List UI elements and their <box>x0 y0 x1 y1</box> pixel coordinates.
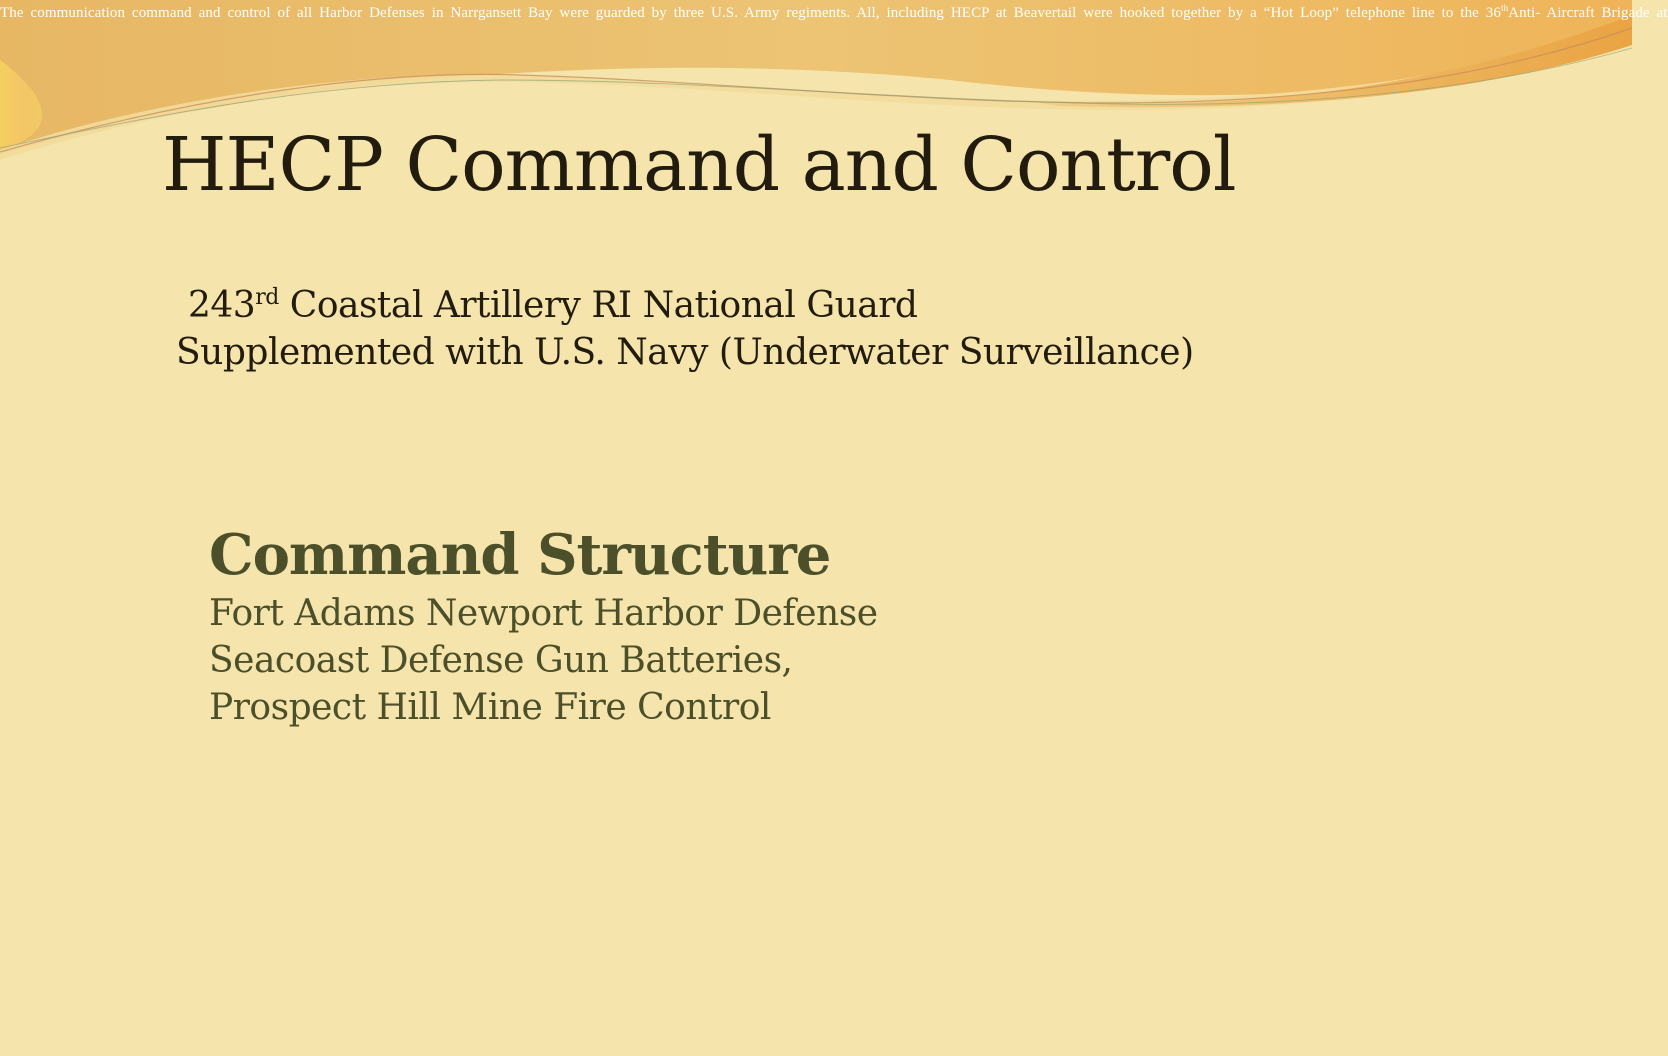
unit-description <box>176 282 1194 376</box>
banner-text-end: Anti- Aircraft Brigade at <box>1508 5 1668 21</box>
banner-text-main: The communication command and control of all Harbor Defenses in Narrgansett Bay were guarded by three U.S. Army regiments. All, including HECP at Beavertail were hooked together by a “Hot Loop” telephone line to the 36 <box>0 5 1501 21</box>
command-structure-heading: Command Structure <box>209 522 831 588</box>
banner-superscript: th <box>1501 3 1509 13</box>
unit-line-1-text: Coastal Artillery RI National Guard <box>278 285 918 326</box>
command-structure-list <box>209 590 878 731</box>
command-structure-section <box>209 520 878 731</box>
banner-text <box>0 3 1668 25</box>
list-item: Fort Adams Newport Harbor Defense <box>209 593 878 634</box>
list-item: Prospect Hill Mine Fire Control <box>209 687 771 728</box>
unit-line-2: Supplemented with U.S. Navy (Underwater Surveillance) <box>176 332 1194 373</box>
slide-title: HECP Command and Control <box>162 122 1236 208</box>
list-item: Seacoast Defense Gun Batteries, <box>209 640 793 681</box>
unit-number-suffix: rd <box>255 285 279 310</box>
unit-line-1 <box>176 282 1194 329</box>
unit-number: 243 <box>188 285 256 326</box>
